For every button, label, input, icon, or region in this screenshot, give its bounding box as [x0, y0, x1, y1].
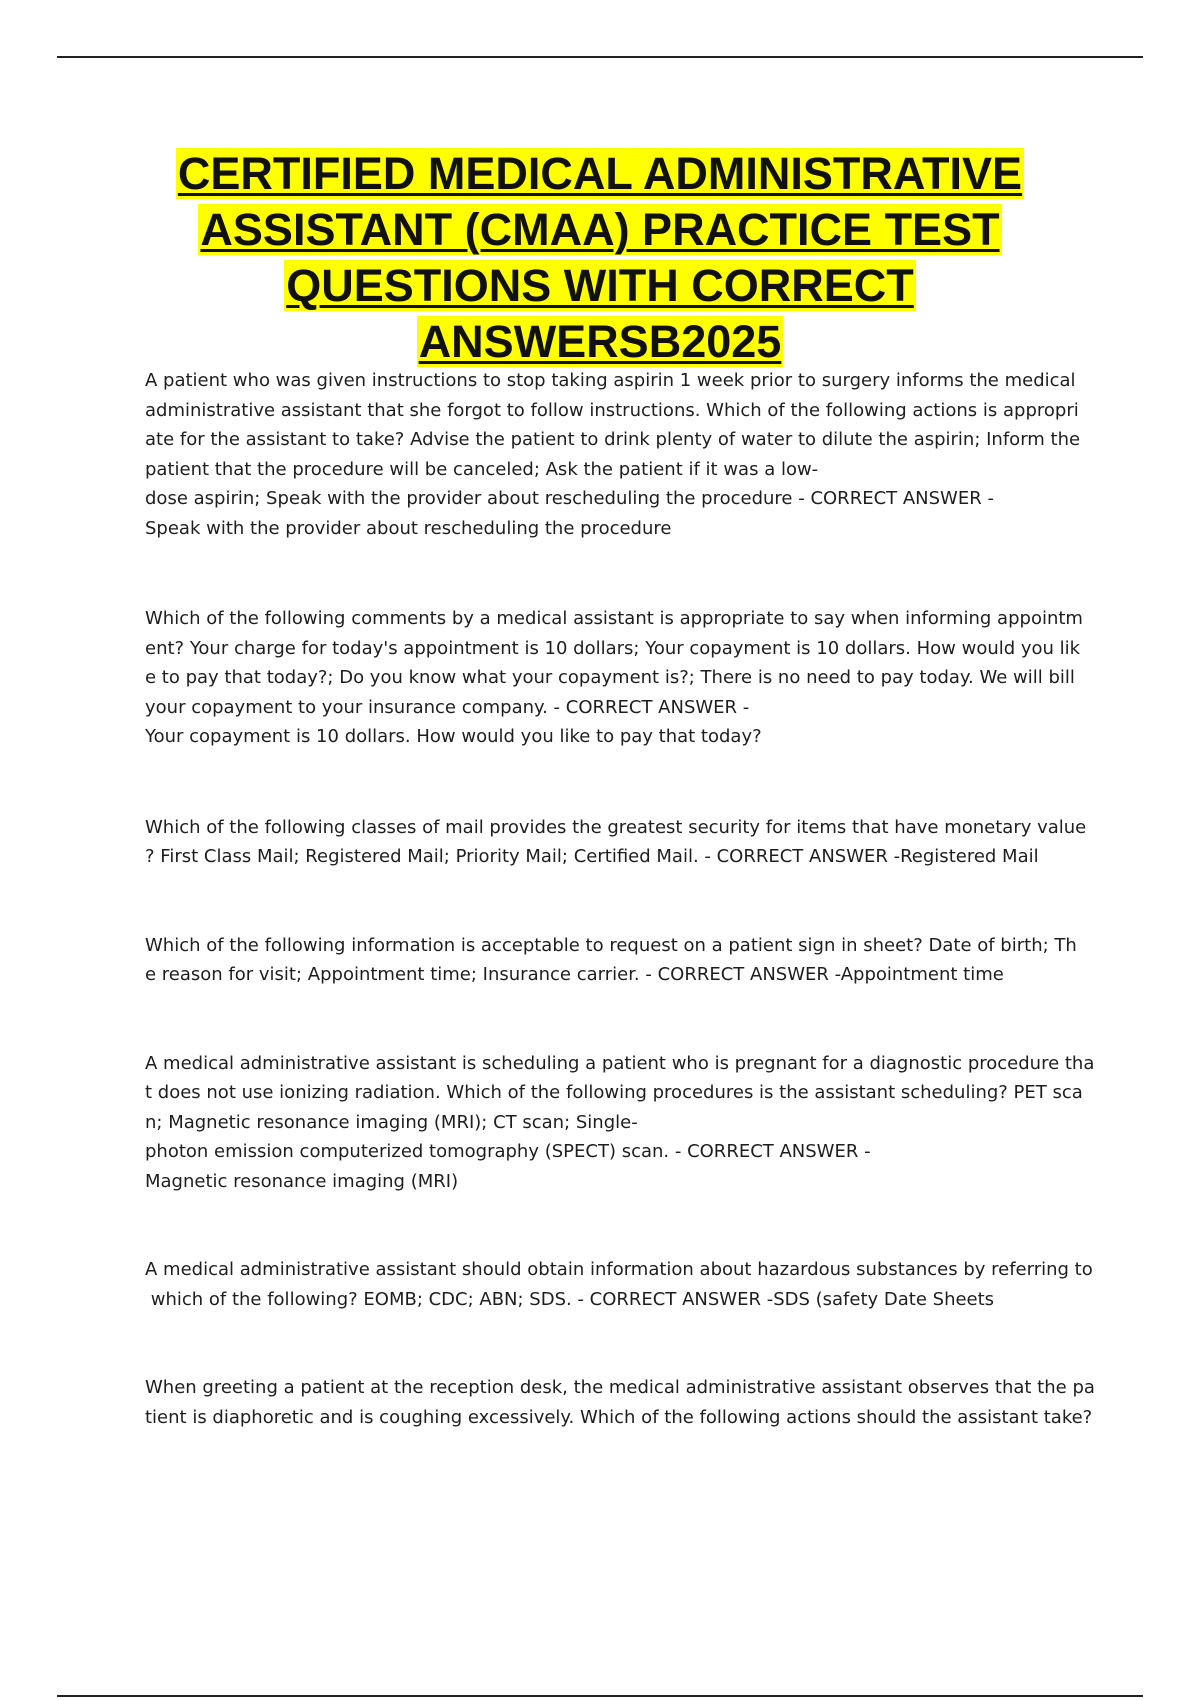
text-line: Speak with the provider about rescheduling the procedure	[145, 517, 672, 539]
text-line: Which of the following information is acceptable to request on a patient sign in sheet? Date of birth; Th	[145, 934, 1077, 956]
text-line: Magnetic resonance imaging (MRI)	[145, 1170, 459, 1192]
text-line: dose aspirin; Speak with the provider about rescheduling the procedure - CORRECT ANSWER -	[145, 488, 994, 509]
text-line: A medical administrative assistant is scheduling a patient who is pregnant for a diagnostic procedure tha	[145, 1052, 1095, 1074]
text-line: Which of the following classes of mail provides the greatest security for items that have monetary value	[145, 816, 1087, 838]
text-line: When greeting a patient at the reception desk, the medical administrative assistant observes that the pa	[145, 1377, 1095, 1398]
title-line: QUESTIONS WITH CORRECT	[286, 260, 914, 311]
question-item-4	[145, 931, 1090, 990]
text-line: t does not use ionizing radiation. Which of the following procedures is the assistant scheduling? PET sca	[145, 1082, 1083, 1103]
document-title	[100, 146, 1100, 370]
text-line: A patient who was given instructions to stop taking aspirin 1 week prior to surgery informs the medical	[145, 370, 1076, 391]
text-line: e reason for visit; Appointment time; Insurance carrier. - CORRECT ANSWER -Appointment time	[145, 964, 1004, 985]
text-line: Which of the following comments by a medical assistant is appropriate to say when informing appointm	[145, 608, 1083, 629]
question-list	[145, 366, 1095, 1432]
text-line: which of the following? EOMB; CDC; ABN; SDS. - CORRECT ANSWER -SDS (safety Date Sheets	[145, 1288, 995, 1310]
text-line: tient is diaphoretic and is coughing excessively. Which of the following actions should the assistant take?	[145, 1406, 1093, 1428]
text-line: Your copayment is 10 dollars. How would you like to pay that today?	[145, 726, 762, 747]
text-line: patient that the procedure will be canceled; Ask the patient if it was a low-	[145, 458, 819, 480]
question-item-2	[145, 604, 1090, 752]
text-line: ? First Class Mail; Registered Mail; Priority Mail; Certified Mail. - CORRECT ANSWER -Registered Mail	[145, 846, 1039, 867]
text-line: n; Magnetic resonance imaging (MRI); CT scan; Single-	[145, 1111, 638, 1133]
top-divider	[57, 56, 1143, 58]
title-line: ASSISTANT (CMAA) PRACTICE TEST	[200, 204, 1000, 255]
text-line: ate for the assistant to take? Advise the patient to drink plenty of water to dilute the aspirin; Inform the	[145, 429, 1081, 450]
text-line: e to pay that today?; Do you know what your copayment is?; There is no need to pay today. We will bill	[145, 667, 1075, 688]
bottom-divider	[57, 1695, 1143, 1697]
title-line: CERTIFIED MEDICAL ADMINISTRATIVE	[177, 148, 1023, 199]
question-item-1	[145, 366, 1090, 543]
question-item-5	[145, 1049, 1095, 1197]
question-item-6	[145, 1255, 1093, 1314]
title-line: ANSWERSB2025	[418, 316, 782, 367]
text-line: photon emission computerized tomography (SPECT) scan. - CORRECT ANSWER -	[145, 1141, 871, 1162]
text-line: A medical administrative assistant should obtain information about hazardous substances by referring to	[145, 1259, 1093, 1280]
text-line: your copayment to your insurance company. - CORRECT ANSWER -	[145, 696, 750, 718]
question-item-7	[145, 1373, 1095, 1432]
text-line: administrative assistant that she forgot to follow instructions. Which of the following actions is appropri	[145, 399, 1079, 421]
text-line: ent? Your charge for today's appointment is 10 dollars; Your copayment is 10 dollars. How would you lik	[145, 637, 1081, 659]
question-item-3	[145, 813, 1090, 872]
